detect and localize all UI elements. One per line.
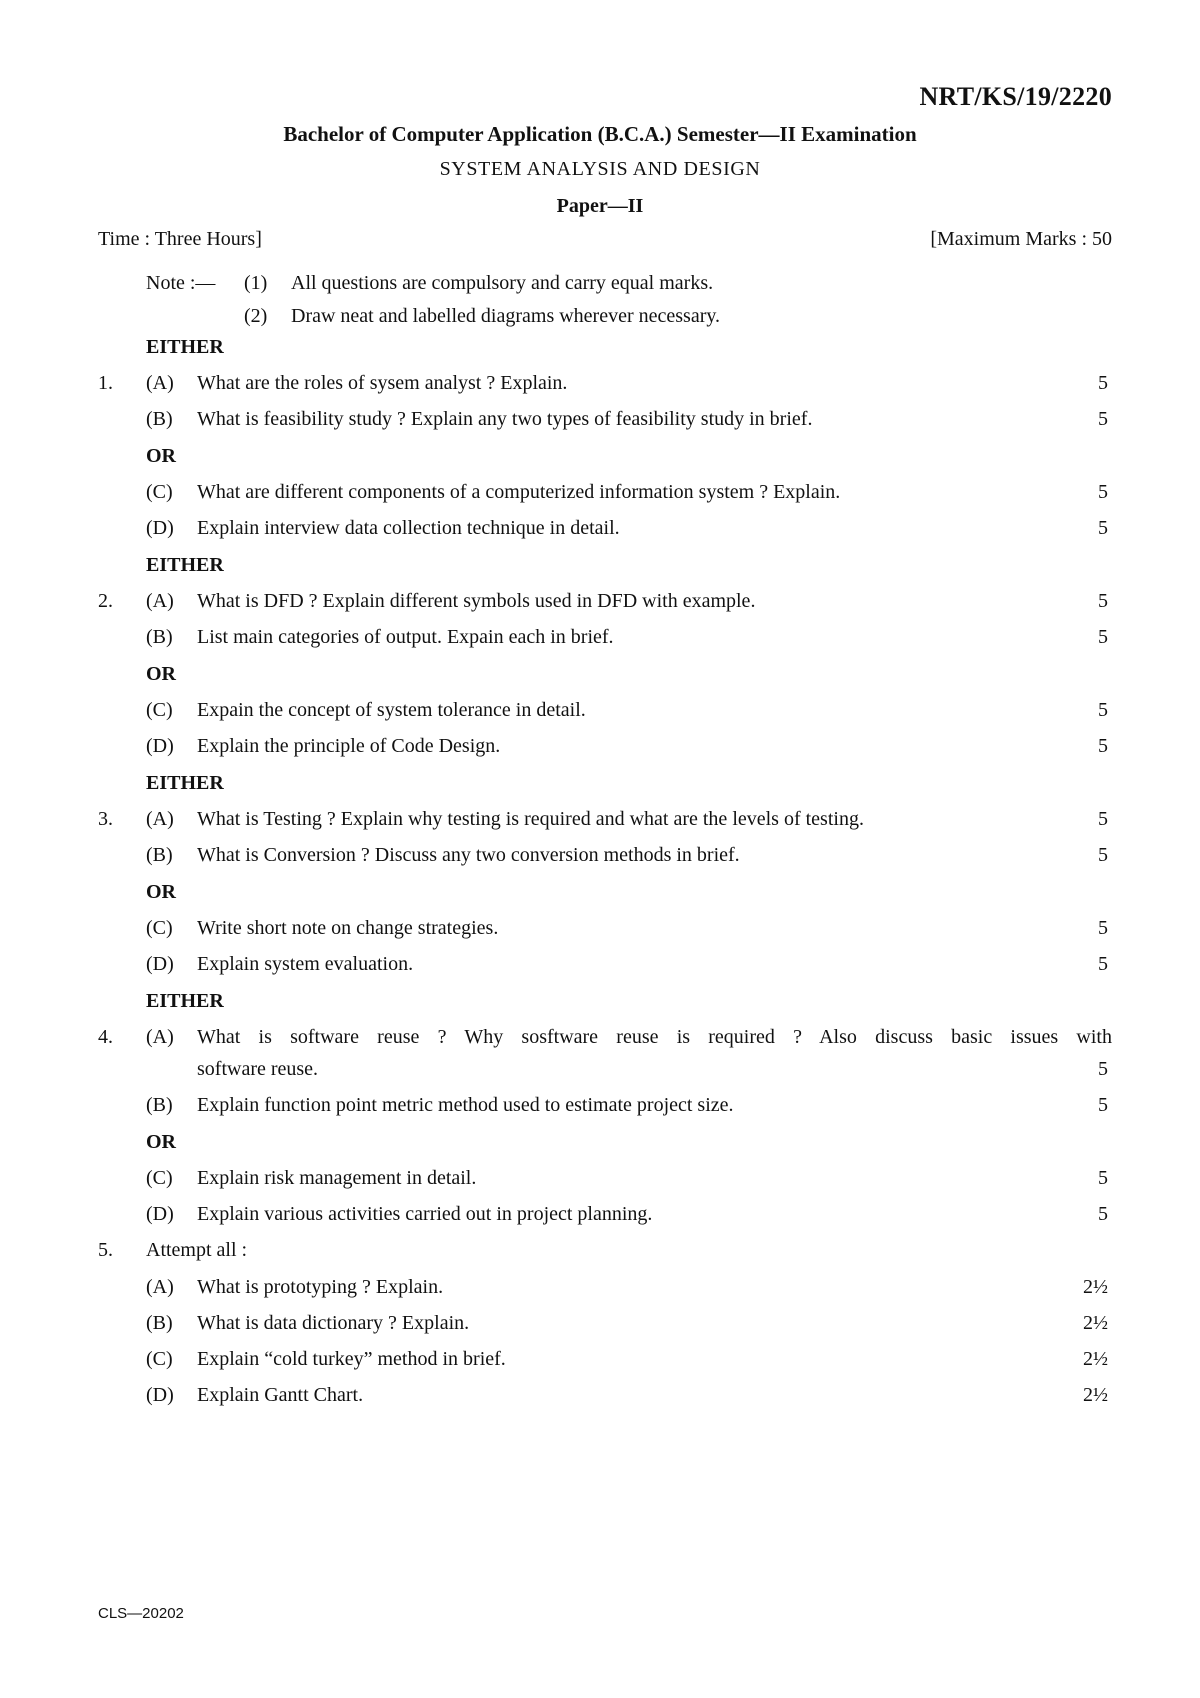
note-label: Note :— [146, 272, 216, 294]
option-label: (C) [146, 481, 173, 503]
question-line [0, 626, 1200, 656]
question-marks: 5 [1098, 517, 1108, 539]
option-label: (C) [146, 1348, 173, 1370]
question-text: Expain the concept of system tolerance in detail. [197, 699, 586, 721]
subject-title: SYSTEM ANALYSIS AND DESIGN [439, 158, 761, 180]
question-text: Explain interview data collection technique in detail. [197, 517, 620, 539]
question-marks: 5 [1098, 1167, 1108, 1189]
question-text: What is data dictionary ? Explain. [197, 1312, 470, 1334]
either-label: EITHER [146, 990, 224, 1012]
question-number: 4. [98, 1026, 113, 1048]
question-marks: 5 [1098, 699, 1108, 721]
question-line [0, 1026, 1200, 1056]
question-number: 5. [98, 1239, 113, 1261]
option-label: (B) [146, 626, 173, 648]
question-text: Write short note on change strategies. [197, 917, 499, 939]
question-marks: 5 [1098, 953, 1108, 975]
question-marks: 5 [1098, 808, 1108, 830]
question-line [0, 517, 1200, 547]
question-text: What are different components of a computerized information system ? Explain. [197, 481, 841, 503]
question-text: Explain Gantt Chart. [197, 1384, 364, 1406]
question-text: Explain the principle of Code Design. [197, 735, 501, 757]
question-text: List main categories of output. Expain each in brief. [197, 626, 614, 648]
question-marks: 5 [1098, 1094, 1108, 1116]
question-line [0, 699, 1200, 729]
question-text: What is software reuse ? Why sosftware reuse is required ? Also discuss basic issues with [197, 1026, 1112, 1048]
question-text: What is Testing ? Explain why testing is required and what are the levels of testing. [197, 808, 864, 830]
question-marks: 5 [1098, 844, 1108, 866]
question-line [0, 1203, 1200, 1233]
question-line [0, 481, 1200, 511]
question-marks: 5 [1098, 408, 1108, 430]
question-line [0, 590, 1200, 620]
option-label: (A) [146, 1276, 174, 1298]
option-label: (B) [146, 844, 173, 866]
question-text: Explain various activities carried out in project planning. [197, 1203, 653, 1225]
question-text: Explain risk management in detail. [197, 1167, 477, 1189]
question-text: Explain system evaluation. [197, 953, 414, 975]
paper-number: Paper—II [556, 195, 644, 217]
question-line [0, 1384, 1200, 1414]
note-item-text: All questions are compulsory and carry equal marks. [291, 272, 714, 294]
option-label: (A) [146, 1026, 174, 1048]
paper-code: NRT/KS/19/2220 [919, 82, 1112, 111]
or-label: OR [146, 663, 176, 685]
question-text: Explain “cold turkey” method in brief. [197, 1348, 506, 1370]
option-label: (C) [146, 917, 173, 939]
question-line [0, 1276, 1200, 1306]
option-label: (D) [146, 735, 174, 757]
question-marks: 5 [1098, 1203, 1108, 1225]
question-marks: 5 [1098, 917, 1108, 939]
footer-code: CLS—20202 [98, 1605, 184, 1622]
question-line [0, 408, 1200, 438]
option-label: (D) [146, 517, 174, 539]
question-line [0, 1094, 1200, 1124]
question-text: What are the roles of sysem analyst ? Explain. [197, 372, 568, 394]
question-line [0, 1058, 1200, 1088]
option-label: (C) [146, 1167, 173, 1189]
question-line [0, 844, 1200, 874]
option-label: (C) [146, 699, 173, 721]
question-marks: 2½ [1083, 1312, 1108, 1334]
option-label: (A) [146, 808, 174, 830]
option-label: (A) [146, 372, 174, 394]
option-label: (A) [146, 590, 174, 612]
question-marks: 5 [1098, 481, 1108, 503]
or-label: OR [146, 1131, 176, 1153]
question-marks: 5 [1098, 735, 1108, 757]
question-line [0, 372, 1200, 402]
note-item-number: (1) [244, 272, 268, 294]
maximum-marks: [Maximum Marks : 50 [930, 228, 1112, 250]
option-label: (D) [146, 1203, 174, 1225]
either-label: EITHER [146, 554, 224, 576]
option-label: (B) [146, 1312, 173, 1334]
question-marks: 5 [1098, 1058, 1108, 1080]
question-text: What is prototyping ? Explain. [197, 1276, 444, 1298]
or-label: OR [146, 881, 176, 903]
question-marks: 2½ [1083, 1384, 1108, 1406]
question-marks: 5 [1098, 626, 1108, 648]
question-line [0, 1348, 1200, 1378]
question-line [0, 808, 1200, 838]
either-label: EITHER [146, 772, 224, 794]
question-line [0, 1167, 1200, 1197]
note-item-number: (2) [244, 305, 268, 327]
option-label: (B) [146, 408, 173, 430]
question-marks: 2½ [1083, 1348, 1108, 1370]
question-marks: 5 [1098, 590, 1108, 612]
question-number: 1. [98, 372, 113, 394]
question-text: What is feasibility study ? Explain any two types of feasibility study in brief. [197, 408, 813, 430]
option-label: (D) [146, 1384, 174, 1406]
question-text: What is Conversion ? Discuss any two conversion methods in brief. [197, 844, 740, 866]
either-label: EITHER [146, 336, 224, 358]
time-allowed: Time : Three Hours] [98, 228, 262, 250]
question-line [0, 735, 1200, 765]
option-label: (D) [146, 953, 174, 975]
question-text: Explain function point metric method used to estimate project size. [197, 1094, 734, 1116]
question-line [0, 1239, 1200, 1269]
note-item-text: Draw neat and labelled diagrams wherever necessary. [291, 305, 721, 327]
question-line [0, 953, 1200, 983]
option-label: (B) [146, 1094, 173, 1116]
or-label: OR [146, 445, 176, 467]
question-line [0, 1312, 1200, 1342]
question-intro: Attempt all : [146, 1239, 248, 1261]
question-marks: 5 [1098, 372, 1108, 394]
exam-title: Bachelor of Computer Application (B.C.A.) Semester—II Examination [283, 122, 917, 146]
question-text: What is DFD ? Explain different symbols used in DFD with example. [197, 590, 756, 612]
question-number: 3. [98, 808, 113, 830]
question-text-continued: software reuse. [197, 1058, 319, 1080]
question-marks: 2½ [1083, 1276, 1108, 1298]
question-line [0, 917, 1200, 947]
question-number: 2. [98, 590, 113, 612]
